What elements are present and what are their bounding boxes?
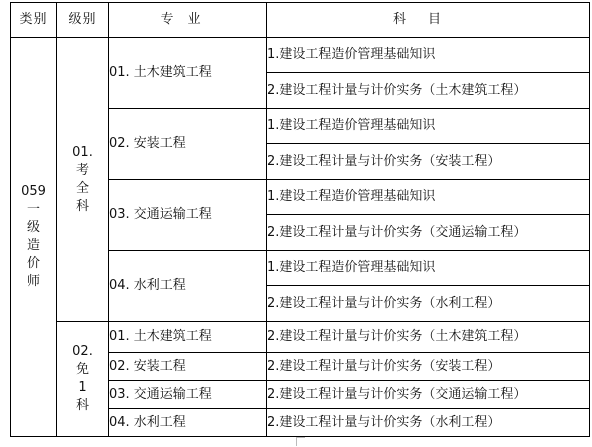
category-char: 价	[26, 256, 40, 271]
level-char: 全	[75, 180, 89, 196]
header-major: 专业	[109, 3, 267, 38]
subject-cell: 2.建设工程计量与计价实务（交通运输工程）	[267, 381, 590, 409]
subject-cell: 2.建设工程计量与计价实务（交通运输工程）	[267, 215, 590, 251]
exam-subject-table	[10, 2, 590, 437]
editor-corner-mark	[296, 437, 305, 446]
subject-cell: 1.建设工程造价管理基础知识	[267, 38, 590, 73]
major-cell: 04. 水利工程	[109, 251, 267, 322]
subject-cell: 2.建设工程计量与计价实务（安装工程）	[267, 144, 590, 180]
subject-cell: 2.建设工程计量与计价实务（水利工程）	[267, 409, 590, 437]
level-char: 01.	[72, 144, 93, 160]
header-level: 级别	[57, 3, 109, 38]
subject-cell: 2.建设工程计量与计价实务（土木建筑工程）	[267, 73, 590, 109]
subject-cell: 2.建设工程计量与计价实务（水利工程）	[267, 286, 590, 322]
level-char: 科	[75, 198, 89, 214]
major-cell: 02. 安装工程	[109, 353, 267, 381]
subject-cell: 2.建设工程计量与计价实务（安装工程）	[267, 353, 590, 381]
subject-cell: 1.建设工程造价管理基础知识	[267, 109, 590, 144]
level-char: 免	[75, 362, 89, 377]
category-char: 师	[26, 274, 40, 289]
major-cell: 01. 土木建筑工程	[109, 322, 267, 353]
level-char: 02.	[72, 344, 93, 359]
level-cell-full	[57, 38, 109, 322]
level-char: 科	[75, 398, 89, 413]
subject-cell: 1.建设工程造价管理基础知识	[267, 180, 590, 215]
category-char: 级	[26, 220, 40, 235]
category-cell	[11, 38, 57, 437]
subject-cell: 1.建设工程造价管理基础知识	[267, 251, 590, 286]
category-char: 059	[21, 184, 46, 199]
subject-cell: 2.建设工程计量与计价实务（土木建筑工程）	[267, 322, 590, 353]
major-cell: 02. 安装工程	[109, 109, 267, 180]
category-char: 造	[26, 238, 40, 253]
major-cell: 03. 交通运输工程	[109, 381, 267, 409]
level-cell-exempt	[57, 322, 109, 437]
major-cell: 04. 水利工程	[109, 409, 267, 437]
major-cell: 03. 交通运输工程	[109, 180, 267, 251]
level-char: 1	[78, 380, 87, 395]
header-subjects: 科目	[267, 3, 590, 38]
major-cell: 01. 土木建筑工程	[109, 38, 267, 109]
header-category: 类别	[11, 3, 57, 38]
level-char: 考	[75, 162, 89, 178]
category-char: 一	[26, 202, 40, 217]
